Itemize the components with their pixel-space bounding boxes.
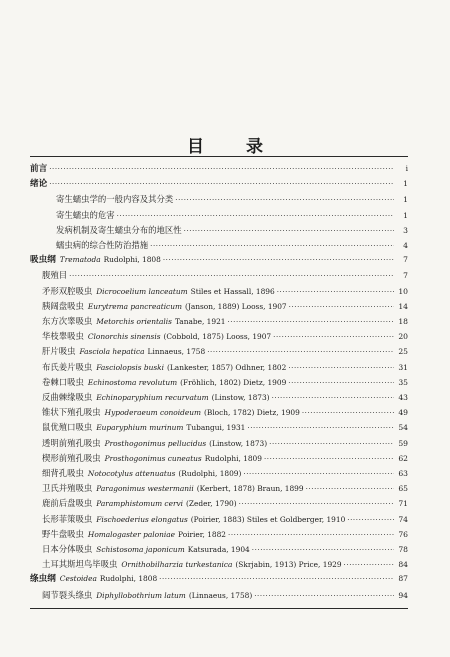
toc-entry[interactable] — [56, 238, 408, 252]
toc-entry-page-number: 1 — [403, 210, 408, 220]
toc-entry-authority: (Janson, 1889) Looss, 1907 — [184, 301, 287, 311]
toc-entry-page-number: 14 — [398, 301, 408, 311]
toc-entry-latin-name: Fasciolopsis buski — [96, 362, 164, 372]
dot-leader — [163, 253, 394, 267]
toc-entry-page-number: 76 — [398, 529, 408, 539]
toc-entry-latin-name: Diphyllobothrium latum — [96, 590, 186, 600]
toc-entry-latin-name: Fasciola hepatica — [79, 347, 145, 357]
toc-entry[interactable] — [30, 572, 408, 586]
toc-entry-title: 腹殖目 — [42, 270, 68, 281]
toc-entry[interactable] — [42, 527, 408, 541]
toc-entry-page-number: 62 — [398, 453, 408, 463]
toc-entry[interactable] — [42, 268, 408, 282]
toc-entry-latin-name: Paragonimus westermanii — [96, 484, 194, 494]
dot-leader — [150, 239, 394, 253]
top-rule — [30, 156, 408, 157]
toc-entry[interactable] — [42, 360, 408, 374]
toc-entry-page-number: 78 — [398, 545, 408, 554]
dot-leader — [239, 497, 394, 511]
toc-entry[interactable] — [42, 284, 408, 298]
toc-entry-authority: Linnaeus, 1758 — [147, 347, 206, 357]
toc-entry[interactable] — [42, 496, 408, 510]
toc-entry[interactable] — [30, 253, 408, 267]
toc-entry-page-number: 7 — [403, 255, 408, 265]
toc-entry-latin-name: Notocotylus attenuatus — [87, 469, 176, 478]
dot-leader — [272, 391, 394, 405]
toc-entry-authority: (Zeder, 1790) — [186, 499, 237, 509]
dot-leader — [49, 177, 394, 191]
toc-entry-latin-name: Homalogaster paloniae — [87, 529, 176, 539]
toc-entry-title: 日本分体吸虫 — [42, 544, 93, 554]
dot-leader — [117, 209, 394, 223]
toc-entry-latin-name: Schistosoma japonicum — [96, 545, 185, 554]
toc-entry[interactable] — [42, 542, 408, 556]
bottom-rule — [30, 608, 408, 609]
toc-entry-page-number: 87 — [398, 574, 408, 584]
toc-entry[interactable] — [42, 557, 408, 571]
toc-entry-title: 绪论 — [30, 179, 48, 190]
toc-entry-page-number: 31 — [398, 362, 408, 372]
toc-entry-page-number: 94 — [398, 590, 408, 600]
toc-entry[interactable] — [42, 375, 408, 389]
toc-entry-title: 土耳其斯坦鸟毕吸虫 — [42, 559, 118, 570]
dot-leader — [247, 421, 394, 435]
toc-entry-page-number: 65 — [398, 484, 408, 494]
toc-entry-title: 布氏姜片吸虫 — [42, 361, 93, 372]
toc-entry[interactable] — [42, 512, 408, 526]
toc-entry-authority: (Poirier, 1883) Stiles et Goldberger, 1910 — [190, 514, 346, 524]
toc-entry[interactable] — [42, 344, 408, 358]
dot-leader — [277, 285, 394, 299]
toc-entry-authority: Tanabe, 1921 — [174, 317, 226, 326]
toc-entry[interactable] — [42, 405, 408, 419]
dot-leader — [159, 572, 394, 586]
dot-leader — [347, 513, 394, 527]
toc-entry[interactable] — [56, 223, 408, 237]
toc-entry-authority: (Lankester, 1857) Odhner, 1802 — [167, 362, 287, 372]
toc-entry-title: 蠕虫病的综合性防治措施 — [56, 240, 149, 250]
toc-entry-page-number: 25 — [398, 347, 408, 357]
toc-entry-authority: Rudolphi, 1808 — [99, 574, 158, 584]
toc-entry-title: 卷棘口吸虫 — [42, 376, 84, 387]
dot-leader — [302, 406, 394, 420]
toc-entry-title: 鹿前后盘吸虫 — [42, 498, 93, 509]
toc-entry-authority: (Linnaeus, 1758) — [188, 590, 253, 600]
toc-entry-latin-name: Echinoparyphium recurvatum — [96, 393, 209, 402]
toc-entry[interactable] — [30, 177, 408, 191]
toc-entry[interactable] — [42, 299, 408, 313]
toc-entry-title: 吸虫纲 — [30, 255, 56, 266]
dot-leader — [207, 345, 394, 359]
toc-entry-page-number: 63 — [398, 469, 408, 478]
dot-leader — [184, 224, 394, 238]
dot-leader — [175, 193, 394, 207]
dot-leader — [264, 452, 394, 466]
toc-entry-title: 卫氏并殖吸虫 — [42, 483, 93, 494]
toc-entry-title: 楔形前殖孔吸虫 — [42, 452, 101, 463]
toc-entry-latin-name: Fischoederius elongatus — [96, 514, 188, 524]
dot-leader — [269, 437, 394, 451]
toc-entry-title: 前言 — [30, 164, 48, 174]
toc-entry-page-number: 71 — [398, 499, 408, 509]
toc-entry-latin-name: Prosthogonimus pellucidus — [104, 438, 207, 448]
toc-entry-authority: Poirier, 1882 — [178, 529, 226, 539]
toc-entry-page-number: 1 — [403, 179, 408, 189]
toc-entry[interactable] — [42, 588, 408, 602]
toc-entry-title: 发病机制及寄生蠕虫分布的地区性 — [56, 224, 182, 235]
toc-entry-page-number: 20 — [398, 332, 408, 342]
toc-entry-latin-name: Cestoidea — [59, 574, 97, 584]
dot-leader — [288, 376, 394, 390]
toc-entry-latin-name: Eurytrema pancreaticum — [87, 301, 182, 311]
dot-leader — [228, 528, 394, 542]
toc-entry[interactable] — [42, 436, 408, 450]
toc-entry-authority: Stiles et Hassall, 1896 — [190, 286, 275, 296]
toc-entry-page-number: 84 — [398, 560, 408, 570]
toc-entry-page-number: 18 — [398, 317, 408, 326]
toc-entry-latin-name: Euparyphium murinum — [96, 423, 184, 433]
toc-entry-page-number: 4 — [403, 241, 408, 250]
toc-entry[interactable] — [42, 390, 408, 404]
toc-entry-page-number: 54 — [398, 423, 408, 433]
toc-entry-authority: (Linstow, 1873) — [209, 438, 268, 448]
toc-entry-page-number: 3 — [403, 225, 408, 235]
toc-entry-page-number: 43 — [398, 393, 408, 402]
toc-entry-page-number: 1 — [403, 195, 408, 205]
toc-entry-page-number: 10 — [398, 286, 408, 296]
toc-entry-latin-name: Clonorchis sinensis — [87, 332, 161, 342]
dot-leader — [227, 315, 394, 329]
toc-entry[interactable] — [56, 192, 408, 206]
toc-entry-authority: Rudolphi, 1809 — [204, 453, 262, 463]
toc-entry-title: 寄生蠕虫学的一般内容及其分类 — [56, 194, 174, 205]
toc-entry[interactable] — [42, 451, 408, 465]
toc-entry-title: 透明前殖孔吸虫 — [42, 437, 101, 448]
toc-entry-authority: (Bloch, 1782) Dietz, 1909 — [204, 408, 300, 418]
toc-entry[interactable] — [56, 208, 408, 222]
dot-leader — [289, 300, 394, 314]
toc-entry-title: 华枝睾吸虫 — [42, 331, 84, 342]
dot-leader — [254, 589, 394, 603]
toc-entry[interactable] — [42, 314, 408, 328]
toc-entry-title: 反曲棘缘吸虫 — [42, 392, 93, 402]
toc-entry-page-number: 7 — [403, 271, 408, 281]
dot-leader — [273, 330, 394, 344]
dot-leader — [344, 558, 394, 572]
toc-entry-authority: (Skrjabin, 1913) Price, 1929 — [235, 560, 342, 570]
dot-leader — [49, 162, 394, 176]
toc-entry-latin-name: Hypoderaeum conoideum — [104, 408, 201, 418]
toc-entry-latin-name: Paramphistomum cervi — [96, 499, 184, 509]
toc-entry-latin-name: Trematoda — [59, 255, 101, 265]
toc-entry-title: 东方次睾吸虫 — [42, 316, 93, 326]
toc-entry-page-number: 59 — [398, 438, 408, 448]
toc-entry[interactable] — [42, 481, 408, 495]
toc-entry-title: 细背孔吸虫 — [42, 468, 84, 478]
toc-entry[interactable] — [30, 162, 408, 176]
toc-entry-authority: (Linstow, 1873) — [211, 393, 270, 402]
toc-entry-title: 绦虫纲 — [30, 574, 56, 585]
toc-entry-authority: (Cobbold, 1875) Looss, 1907 — [163, 332, 272, 342]
toc-entry-title: 肝片吸虫 — [42, 346, 76, 357]
toc-entry-title: 野牛盘吸虫 — [42, 528, 84, 539]
toc-entry-latin-name: Ornithobilharzia turkestanica — [121, 560, 233, 570]
dot-leader — [306, 482, 394, 496]
toc-entry-page-number: i — [405, 164, 408, 173]
toc-entry[interactable] — [42, 329, 408, 343]
toc-entry-page-number: 74 — [398, 514, 408, 524]
toc-entry-page-number: 35 — [398, 377, 408, 387]
page-title: 目 录 — [187, 137, 281, 157]
dot-leader — [243, 467, 394, 481]
toc-entry-latin-name: Metorchis orientalis — [96, 317, 172, 326]
toc-entry-authority: (Rudolphi, 1809) — [178, 469, 242, 478]
toc-entry-title: 矛形双腔吸虫 — [42, 285, 93, 296]
toc-entry[interactable] — [42, 466, 408, 480]
toc-entry-title: 阔节裂头绦虫 — [42, 589, 93, 600]
toc-entry-authority: Tubangui, 1931 — [186, 423, 246, 433]
toc-entry-page-number: 49 — [398, 408, 408, 418]
dot-leader — [69, 269, 394, 283]
toc-entry-authority: (Kerbert, 1878) Braun, 1899 — [196, 484, 304, 494]
toc-entry-latin-name: Prosthogonimus cuneatus — [104, 453, 202, 463]
toc-entry-authority: Katsurada, 1904 — [187, 545, 250, 554]
dot-leader — [252, 543, 394, 557]
toc-entry-latin-name: Dicrocoelium lanceatum — [96, 286, 188, 296]
toc-entry-title: 锥状下殖孔吸虫 — [42, 407, 101, 418]
toc-entry[interactable] — [42, 420, 408, 434]
toc-entry-title: 胰阔盘吸虫 — [42, 300, 84, 311]
toc-entry-latin-name: Echinostoma revolutum — [87, 377, 178, 387]
toc-entry-title: 长形菲策吸虫 — [42, 513, 93, 524]
toc-entry-title: 鼠优殖口吸虫 — [42, 422, 93, 433]
toc-entry-authority: (Fröhlich, 1802) Dietz, 1909 — [180, 377, 287, 387]
toc-entry-title: 寄生蠕虫的危害 — [56, 209, 115, 220]
dot-leader — [288, 361, 394, 375]
toc-entry-authority: Rudolphi, 1808 — [103, 255, 161, 265]
